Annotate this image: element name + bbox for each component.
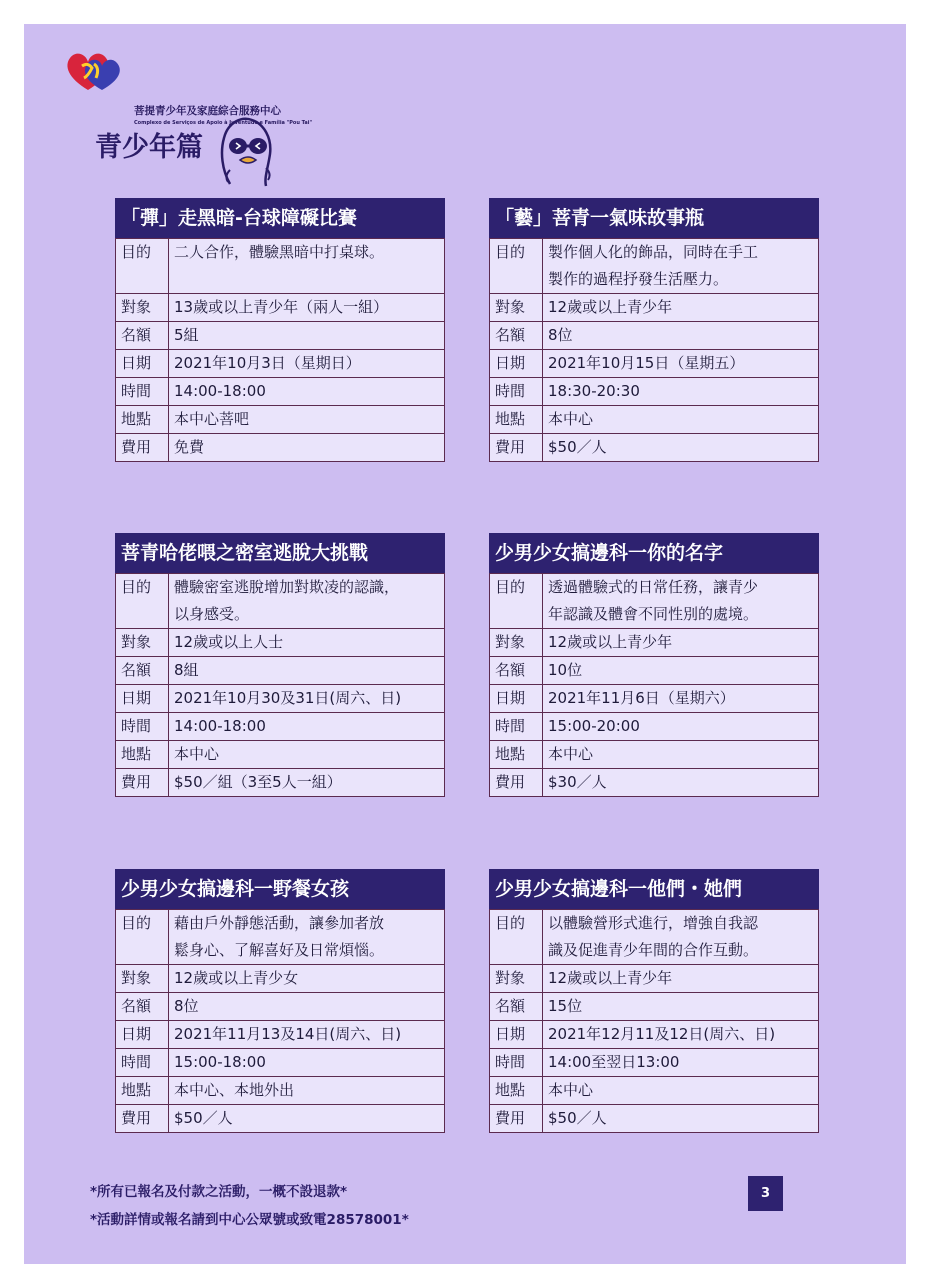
org-name-chinese: 菩提青少年及家庭綜合服務中心 <box>134 105 281 117</box>
row-target <box>116 965 445 993</box>
row-quota <box>490 322 819 350</box>
row-quota <box>116 657 445 685</box>
row-fee <box>490 769 819 797</box>
purpose-label: 目的 <box>490 574 543 629</box>
location-value: 本中心、本地外出 <box>169 1077 445 1105</box>
purpose-value <box>169 910 445 965</box>
time-value: 14:00至翌日13:00 <box>543 1049 819 1077</box>
fee-value: $30／人 <box>543 769 819 797</box>
activity-details-table <box>489 573 819 797</box>
row-quota <box>490 993 819 1021</box>
time-label: 時間 <box>116 378 169 406</box>
activity-details-table <box>115 238 445 462</box>
quota-value: 15位 <box>543 993 819 1021</box>
purpose-line: 識及促進青少年間的合作互動。 <box>548 941 759 959</box>
time-label: 時間 <box>490 378 543 406</box>
date-value: 2021年11月13及14日(周六、日) <box>169 1021 445 1049</box>
purpose-line: 鬆身心、了解喜好及日常煩惱。 <box>174 941 385 959</box>
row-location <box>116 406 445 434</box>
fee-label: 費用 <box>116 434 169 462</box>
row-time <box>490 713 819 741</box>
activity-details-table <box>489 238 819 462</box>
purpose-label: 目的 <box>490 910 543 965</box>
quota-label: 名額 <box>490 322 543 350</box>
date-label: 日期 <box>116 350 169 378</box>
time-value: 18:30-20:30 <box>543 378 819 406</box>
purpose-line: 以體驗營形式進行，增強自我認 <box>548 914 759 932</box>
purpose-line: 製作個人化的飾品，同時在手工 <box>548 243 759 261</box>
purpose-line: 二人合作，體驗黑暗中打桌球。 <box>174 243 385 261</box>
purpose-value <box>169 574 445 629</box>
contact-note: *活動詳情或報名請到中心公眾號或致電28578001* <box>90 1212 409 1228</box>
quota-label: 名額 <box>490 993 543 1021</box>
row-time <box>116 1049 445 1077</box>
row-fee <box>116 769 445 797</box>
date-value: 2021年10月3日（星期日） <box>169 350 445 378</box>
row-time <box>490 1049 819 1077</box>
target-value: 12歲或以上青少年 <box>543 294 819 322</box>
activity-title: 少男少女搞邊科一你的名字 <box>489 533 819 573</box>
activity-title: 「彈」走黑暗-台球障礙比賽 <box>115 198 445 238</box>
heart-logo-icon <box>62 48 132 94</box>
activity-details-table <box>115 909 445 1133</box>
row-fee <box>116 1105 445 1133</box>
date-value: 2021年12月11及12日(周六、日) <box>543 1021 819 1049</box>
quota-value: 8位 <box>169 993 445 1021</box>
row-location <box>490 1077 819 1105</box>
target-label: 對象 <box>116 294 169 322</box>
time-label: 時間 <box>116 713 169 741</box>
quota-label: 名額 <box>490 657 543 685</box>
row-location <box>116 1077 445 1105</box>
row-target <box>116 294 445 322</box>
fee-label: 費用 <box>490 1105 543 1133</box>
purpose-value <box>543 910 819 965</box>
row-quota <box>116 322 445 350</box>
fee-value: $50／組（3至5人一組） <box>169 769 445 797</box>
target-value: 12歲或以上青少年 <box>543 965 819 993</box>
quota-value: 10位 <box>543 657 819 685</box>
row-date <box>490 685 819 713</box>
fee-value: 免費 <box>169 434 445 462</box>
location-value: 本中心 <box>169 741 445 769</box>
purpose-value <box>169 239 445 294</box>
row-target <box>490 965 819 993</box>
row-time <box>490 378 819 406</box>
row-purpose <box>116 239 445 294</box>
activity-title: 少男少女搞邊科一野餐女孩 <box>115 869 445 909</box>
row-purpose <box>490 574 819 629</box>
mascot-icon <box>208 110 288 188</box>
activity-card <box>115 198 445 462</box>
purpose-line: 透過體驗式的日常任務，讓青少 <box>548 578 759 596</box>
row-purpose <box>490 910 819 965</box>
row-fee <box>116 434 445 462</box>
location-label: 地點 <box>116 406 169 434</box>
target-label: 對象 <box>116 965 169 993</box>
quota-value: 8位 <box>543 322 819 350</box>
location-value: 本中心菩吧 <box>169 406 445 434</box>
row-fee <box>490 1105 819 1133</box>
purpose-line: 年認識及體會不同性別的處境。 <box>548 605 759 623</box>
activity-card <box>115 533 445 797</box>
section-title: 青少年篇 <box>95 132 203 163</box>
purpose-line: 藉由戶外靜態活動，讓參加者放 <box>174 914 385 932</box>
date-label: 日期 <box>116 1021 169 1049</box>
fee-value: $50／人 <box>169 1105 445 1133</box>
activity-card <box>489 869 819 1133</box>
target-label: 對象 <box>116 629 169 657</box>
purpose-label: 目的 <box>116 239 169 294</box>
time-value: 15:00-18:00 <box>169 1049 445 1077</box>
date-value: 2021年10月15日（星期五） <box>543 350 819 378</box>
fee-value: $50／人 <box>543 1105 819 1133</box>
purpose-line: 製作的過程抒發生活壓力。 <box>548 270 729 288</box>
purpose-line: 體驗密室逃脫增加對欺凌的認識， <box>174 578 400 596</box>
row-purpose <box>490 239 819 294</box>
row-time <box>116 713 445 741</box>
row-target <box>490 294 819 322</box>
date-label: 日期 <box>490 685 543 713</box>
refund-note: *所有已報名及付款之活動，一概不設退款* <box>90 1184 348 1200</box>
row-date <box>116 1021 445 1049</box>
time-label: 時間 <box>116 1049 169 1077</box>
activity-title: 少男少女搞邊科一他們・她們 <box>489 869 819 909</box>
row-fee <box>490 434 819 462</box>
row-date <box>490 350 819 378</box>
quota-value: 5組 <box>169 322 445 350</box>
fee-label: 費用 <box>490 434 543 462</box>
row-purpose <box>116 910 445 965</box>
target-label: 對象 <box>490 965 543 993</box>
time-value: 14:00-18:00 <box>169 713 445 741</box>
time-value: 15:00-20:00 <box>543 713 819 741</box>
activity-card <box>489 533 819 797</box>
activity-title: 菩青哈佬喂之密室逃脫大挑戰 <box>115 533 445 573</box>
row-target <box>116 629 445 657</box>
activity-details-table <box>115 573 445 797</box>
quota-value: 8組 <box>169 657 445 685</box>
date-value: 2021年11月6日（星期六） <box>543 685 819 713</box>
location-label: 地點 <box>490 741 543 769</box>
date-label: 日期 <box>490 350 543 378</box>
row-quota <box>116 993 445 1021</box>
purpose-line <box>174 266 439 293</box>
org-name-portuguese: Complexo de Serviços de Apoio à Juventude e Família "Pou Tai" <box>134 120 313 126</box>
location-label: 地點 <box>490 406 543 434</box>
row-target <box>490 629 819 657</box>
date-value: 2021年10月30及31日(周六、日) <box>169 685 445 713</box>
time-label: 時間 <box>490 713 543 741</box>
fee-label: 費用 <box>490 769 543 797</box>
location-label: 地點 <box>116 741 169 769</box>
purpose-label: 目的 <box>116 910 169 965</box>
location-value: 本中心 <box>543 741 819 769</box>
row-date <box>116 685 445 713</box>
fee-value: $50／人 <box>543 434 819 462</box>
time-label: 時間 <box>490 1049 543 1077</box>
date-label: 日期 <box>116 685 169 713</box>
target-label: 對象 <box>490 629 543 657</box>
time-value: 14:00-18:00 <box>169 378 445 406</box>
fee-label: 費用 <box>116 1105 169 1133</box>
quota-label: 名額 <box>116 322 169 350</box>
activity-card <box>115 869 445 1133</box>
purpose-label: 目的 <box>490 239 543 294</box>
purpose-label: 目的 <box>116 574 169 629</box>
activity-card <box>489 198 819 462</box>
quota-label: 名額 <box>116 993 169 1021</box>
location-value: 本中心 <box>543 1077 819 1105</box>
row-date <box>490 1021 819 1049</box>
target-value: 12歲或以上人士 <box>169 629 445 657</box>
activity-details-table <box>489 909 819 1133</box>
quota-label: 名額 <box>116 657 169 685</box>
target-value: 12歲或以上青少年 <box>543 629 819 657</box>
purpose-value <box>543 574 819 629</box>
location-label: 地點 <box>116 1077 169 1105</box>
org-logo <box>62 48 362 126</box>
target-label: 對象 <box>490 294 543 322</box>
date-label: 日期 <box>490 1021 543 1049</box>
activity-title: 「藝」菩青一氣味故事瓶 <box>489 198 819 238</box>
location-value: 本中心 <box>543 406 819 434</box>
row-date <box>116 350 445 378</box>
row-location <box>490 741 819 769</box>
row-location <box>116 741 445 769</box>
location-label: 地點 <box>490 1077 543 1105</box>
target-value: 12歲或以上青少女 <box>169 965 445 993</box>
page-number: 3 <box>748 1176 783 1211</box>
fee-label: 費用 <box>116 769 169 797</box>
row-purpose <box>116 574 445 629</box>
row-time <box>116 378 445 406</box>
purpose-line: 以身感受。 <box>174 605 250 623</box>
row-location <box>490 406 819 434</box>
purpose-value <box>543 239 819 294</box>
row-quota <box>490 657 819 685</box>
target-value: 13歲或以上青少年（兩人一組） <box>169 294 445 322</box>
